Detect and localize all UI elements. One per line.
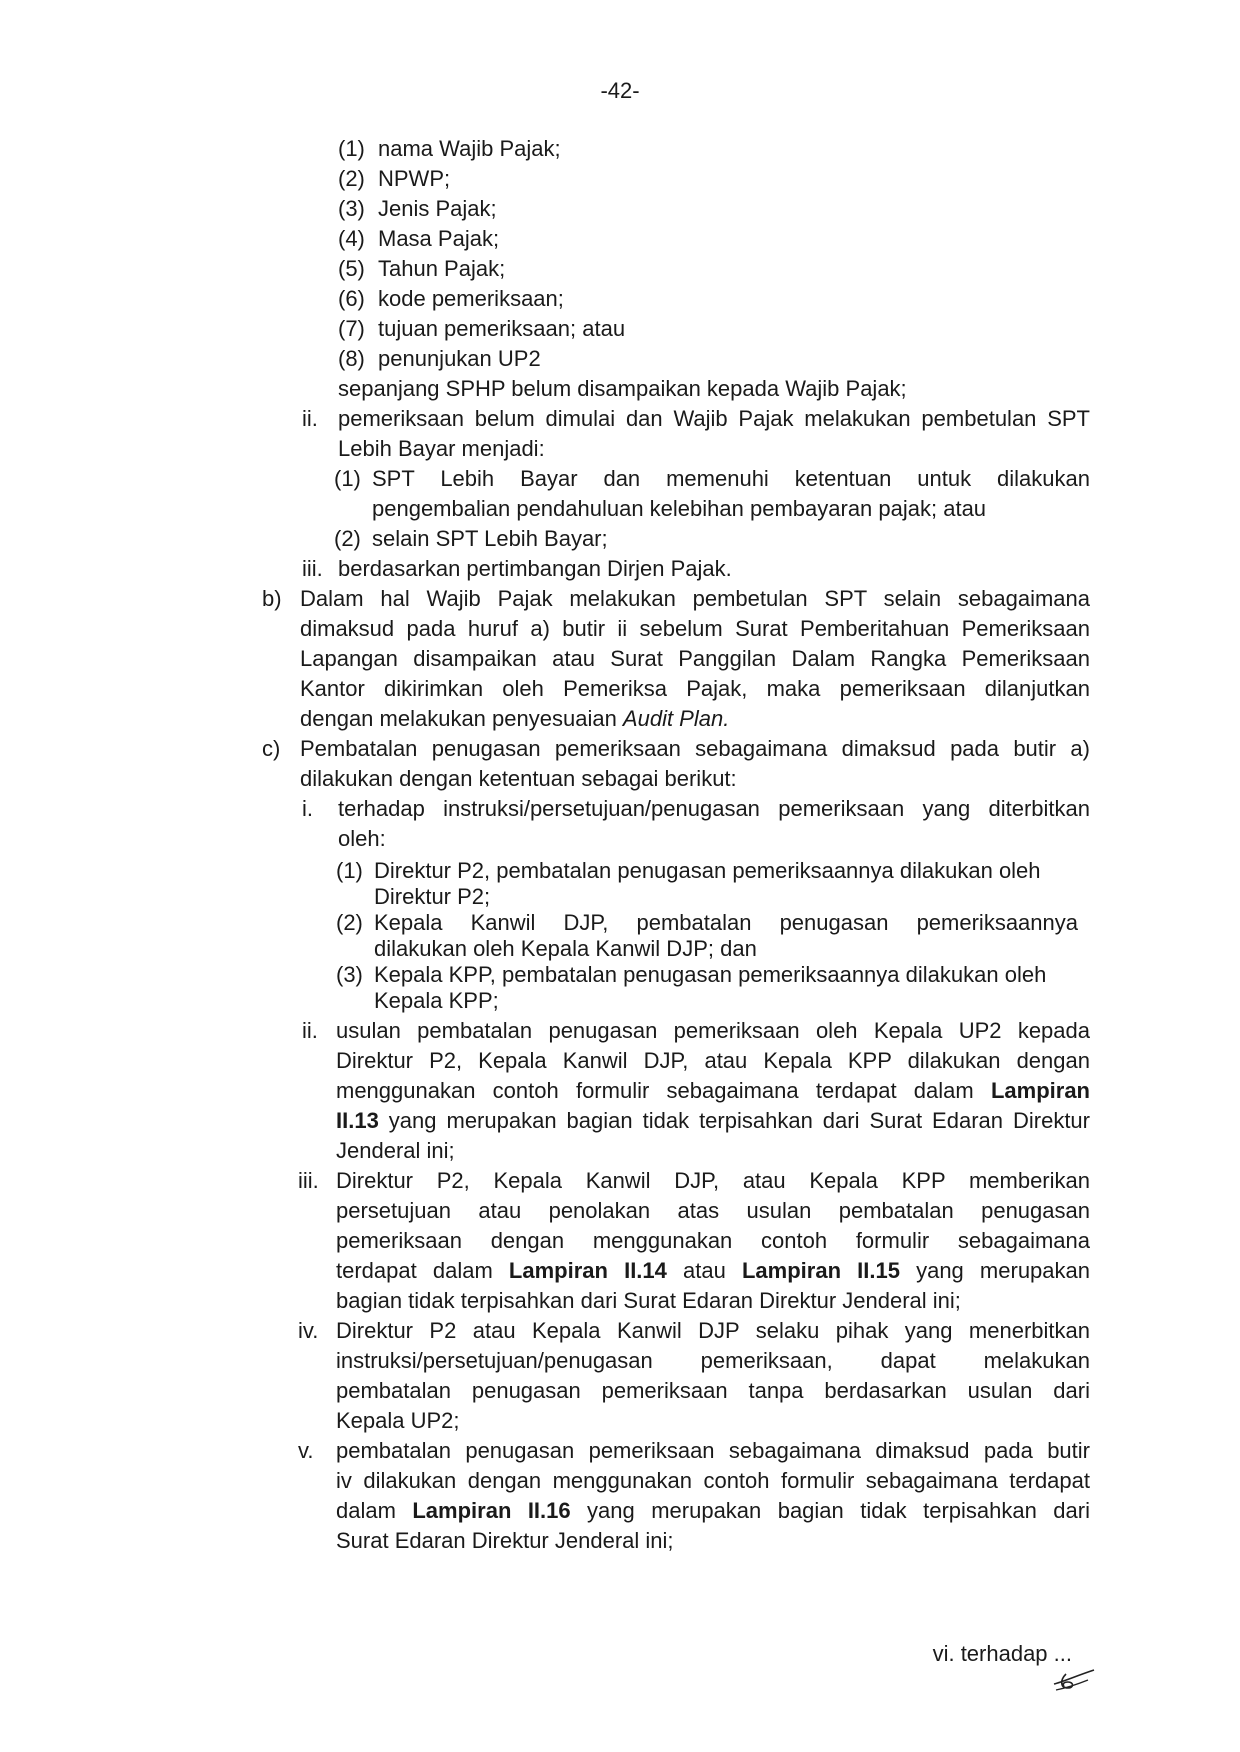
list-item: Tahun Pajak; [378,256,506,281]
paragraph-line: dalam Lampiran II.16 yang merupakan bagian tidak terpisahkan dari [336,1498,1090,1523]
paragraph-line: II.13 yang merupakan bagian tidak terpisahkan dari Surat Edaran Direktur [336,1108,1090,1133]
list-marker: (6) [338,286,365,311]
list-item: Kepala KPP; [374,988,499,1013]
list-item: Direktur P2; [374,884,491,909]
list-item: Kepala KPP, pembatalan penugasan pemeriksaannya dilakukan oleh [374,962,1047,987]
paragraph-line: Pembatalan penugasan pemeriksaan sebagaimana dimaksud pada butir a) [300,736,1090,761]
paragraph-line: Dalam hal Wajib Pajak melakukan pembetulan SPT selain sebagaimana [300,586,1090,611]
list-marker: (2) [334,526,361,551]
lampiran-ref: Lampiran II.16 [412,1498,571,1523]
paragraph-line: dengan melakukan penyesuaian Audit Plan. [300,706,730,731]
paragraph-line: instruksi/persetujuan/penugasan pemeriksaan, dapat melakukan [336,1348,1090,1373]
page-number: -42- [600,78,640,103]
list-marker: (1) [338,136,365,161]
paragraph-line: usulan pembatalan penugasan pemeriksaan oleh Kepala UP2 kepada [336,1018,1090,1043]
item-marker: iv. [298,1318,319,1343]
item-marker: i. [302,796,313,821]
list-item: nama Wajib Pajak; [378,136,561,161]
paragraph-line: Direktur P2, Kepala Kanwil DJP, atau Kepala KPP memberikan [336,1168,1090,1193]
paragraph-line: Kantor dikirimkan oleh Pemeriksa Pajak, maka pemeriksaan dilanjutkan [300,676,1090,701]
list-item: dilakukan oleh Kepala Kanwil DJP; dan [374,936,757,961]
paragraph-line: Kepala UP2; [336,1408,460,1433]
item-marker: c) [262,736,281,761]
paragraph-line: pembatalan penugasan pemeriksaan tanpa berdasarkan usulan dari [336,1378,1090,1403]
item-marker: v. [298,1438,314,1463]
list-marker: (5) [338,256,365,281]
page-continuation: vi. terhadap ... [932,1641,1072,1666]
list-marker: (4) [338,226,365,251]
item-marker: iii. [298,1168,319,1193]
paragraph-line: pemeriksaan belum dimulai dan Wajib Pajak melakukan pembetulan SPT [338,406,1090,431]
list-item: tujuan pemeriksaan; atau [378,316,626,341]
list-marker: (2) [338,166,365,191]
item-marker: ii. [302,406,318,431]
paragraph-line: persetujuan atau penolakan atas usulan pembatalan penugasan [336,1198,1090,1223]
list-item: Direktur P2, pembatalan penugasan pemeriksaannya dilakukan oleh [374,858,1041,883]
item-marker: ii. [302,1018,318,1043]
list-item: penunjukan UP2 [378,346,541,371]
paragraph-line: iv dilakukan dengan menggunakan contoh formulir sebagaimana terdapat [336,1468,1090,1493]
item-marker: iii. [302,556,323,581]
list-item: pengembalian pendahuluan kelebihan pembayaran pajak; atau [372,496,987,521]
lampiran-ref: Lampiran II.14 [508,1258,667,1283]
lampiran-ref: II.13 [336,1108,379,1133]
list-item: selain SPT Lebih Bayar; [372,526,608,551]
paragraph-line: pemeriksaan dengan menggunakan contoh formulir sebagaimana [336,1228,1090,1253]
list-marker: (7) [338,316,365,341]
paraf-initial-mark [1052,1666,1096,1696]
list-item: SPT Lebih Bayar dan memenuhi ketentuan untuk dilakukan [372,466,1090,491]
list-marker: (1) [336,858,363,883]
paragraph-line: berdasarkan pertimbangan Dirjen Pajak. [338,556,732,581]
paragraph-line: bagian tidak terpisahkan dari Surat Edaran Direktur Jenderal ini; [336,1288,961,1313]
paragraph-line: Surat Edaran Direktur Jenderal ini; [336,1528,674,1553]
list-item: Masa Pajak; [378,226,500,251]
paragraph-line: Lapangan disampaikan atau Surat Panggilan Dalam Rangka Pemeriksaan [300,646,1090,671]
list-marker: (3) [336,962,363,987]
list-item: Jenis Pajak; [378,196,497,221]
list-marker: (8) [338,346,365,371]
list-tail: sepanjang SPHP belum disampaikan kepada Wajib Pajak; [338,376,907,401]
paragraph-line: Direktur P2, Kepala Kanwil DJP, atau Kepala KPP dilakukan dengan [336,1048,1090,1073]
item-marker: b) [262,586,282,611]
list-marker: (3) [338,196,365,221]
list-marker: (2) [336,910,363,935]
lampiran-ref: Lampiran II.15 [741,1258,900,1283]
paragraph-line: pembatalan penugasan pemeriksaan sebagaimana dimaksud pada butir [336,1438,1090,1463]
paragraph-line: dimaksud pada huruf a) butir ii sebelum Surat Pemberitahuan Pemeriksaan [300,616,1090,641]
list-marker: (1) [334,466,361,491]
paragraph-line: terdapat dalam Lampiran II.14 atau Lampiran II.15 yang merupakan [336,1258,1090,1283]
paragraph-line: oleh: [338,826,386,851]
lampiran-ref: Lampiran [990,1078,1090,1103]
paragraph-line: menggunakan contoh formulir sebagaimana terdapat dalam Lampiran [336,1078,1090,1103]
paragraph-line: dilakukan dengan ketentuan sebagai berikut: [300,766,737,791]
paragraph-line: Jenderal ini; [336,1138,455,1163]
paragraph-line: Direktur P2 atau Kepala Kanwil DJP selaku pihak yang menerbitkan [336,1318,1090,1343]
paragraph-line: Lebih Bayar menjadi: [338,436,545,461]
audit-plan-term: Audit Plan. [622,706,730,731]
list-item: Kepala Kanwil DJP, pembatalan penugasan pemeriksaannya [374,910,1078,935]
list-item: NPWP; [378,166,451,191]
list-item: kode pemeriksaan; [378,286,564,311]
paragraph-line: terhadap instruksi/persetujuan/penugasan pemeriksaan yang diterbitkan [338,796,1090,821]
